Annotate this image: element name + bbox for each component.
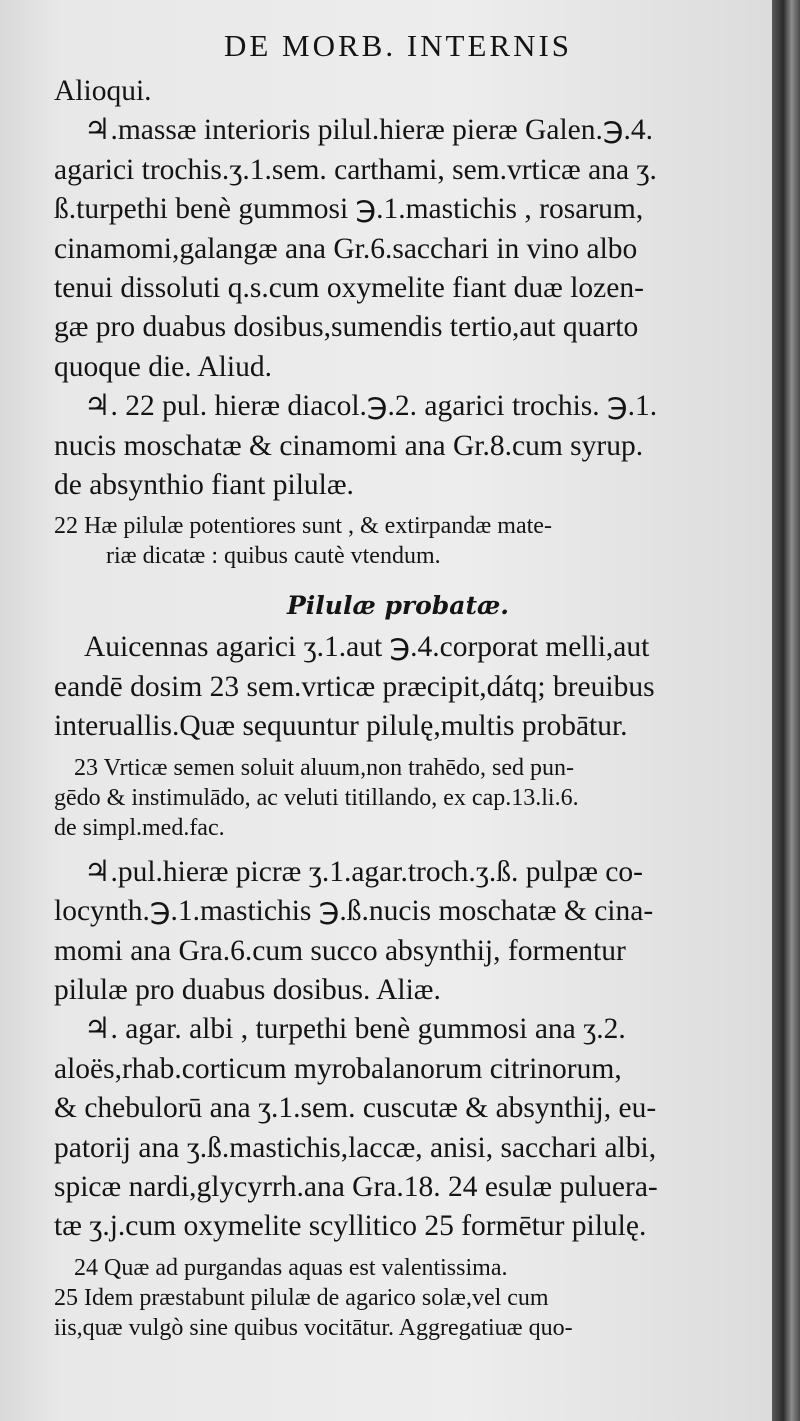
- text-block-1: [54, 72, 742, 505]
- text-line: Auicennas agarici ʒ.1.aut ℈.4.corporat melli,aut: [84, 631, 650, 664]
- footnote-line: iis,quæ vulgò sine quibus vocitātur. Aggregatiuæ quo-: [54, 1314, 573, 1341]
- footnote-line: de simpl.med.fac.: [54, 814, 225, 841]
- text-line: aloës,rhab.corticum myrobalanorum citrinorum,: [54, 1052, 622, 1085]
- footnote-24-25: [54, 1253, 742, 1343]
- footnote-line: 22 Hæ pilulæ potentiores sunt , & extirpandæ mate-: [54, 513, 552, 540]
- text-line: cinamomi,galangæ ana Gr.6.sacchari in vino albo: [54, 232, 638, 265]
- text-block-2: [54, 628, 742, 746]
- section-title: Pilulæ probatæ.: [286, 591, 509, 621]
- footnote-23: [54, 753, 742, 843]
- footnote-line: 24 Quæ ad purgandas aquas est valentissima.: [74, 1254, 508, 1281]
- text-line: ♃. agar. albi , turpethi benè gummosi ana ʒ.2.: [84, 1013, 626, 1046]
- text-line: pilulæ pro duabus dosibus. Aliæ.: [54, 973, 441, 1006]
- footnote-line: 23 Vrticæ semen soluit aluum,non trahēdo, sed pun-: [74, 754, 575, 781]
- text-line: interuallis.Quæ sequuntur pilulę,multis probātur.: [54, 710, 628, 743]
- running-header: DE MORB. INTERNIS: [223, 28, 573, 63]
- page-edge: [772, 0, 800, 1421]
- text-line: & chebulorū ana ʒ.1.sem. cuscutæ & absynthij, eu-: [54, 1092, 657, 1125]
- text-line: ♃.pul.hieræ picræ ʒ.1.agar.troch.ʒ.ß. pulpæ co-: [84, 855, 643, 888]
- footnote-line: riæ dicatæ : quibus cautè vtendum.: [106, 543, 441, 570]
- text-line: tenui dissoluti q.s.cum oxymelite fiant duæ lozen-: [54, 272, 644, 305]
- text-block-3: [54, 853, 742, 1247]
- text-line: eandē dosim 23 sem.vrticæ præcipit,dátq; breuibus: [54, 670, 655, 703]
- text-line: momi ana Gra.6.cum succo absynthij, formentur: [54, 934, 626, 967]
- text-line: spicæ nardi,glycyrrh.ana Gra.18. 24 esulæ puluera-: [54, 1170, 658, 1203]
- text-line: ♃. 22 pul. hieræ diacol.℈.2. agarici trochis. ℈.1.: [84, 390, 658, 423]
- text-line: ♃.massæ interioris pilul.hieræ pieræ Galen.℈.4.: [84, 114, 653, 147]
- footnote-line: gēdo & instimulādo, ac veluti titillando, ex cap.13.li.6.: [54, 784, 579, 811]
- text-line: patorij ana ʒ.ß.mastichis,laccæ, anisi, sacchari albi,: [54, 1131, 657, 1164]
- text-line: nucis moschatæ & cinamomi ana Gr.8.cum syrup.: [54, 429, 644, 462]
- footnote-22: [54, 511, 742, 571]
- text-line: locynth.℈.1.mastichis ℈.ß.nucis moschatæ & cina-: [54, 895, 654, 928]
- text-line: de absynthio fiant pilulæ.: [54, 469, 354, 502]
- text-line: ß.turpethi benè gummosi ℈.1.mastichis , rosarum,: [54, 193, 644, 226]
- footnote-line: 25 Idem præstabunt pilulæ de agarico solæ,vel cum: [54, 1284, 549, 1311]
- text-line: gæ pro duabus dosibus,sumendis tertio,aut quarto: [54, 311, 639, 344]
- text-line: agarici trochis.ʒ.1.sem. carthami, sem.vrticæ ana ʒ.: [54, 153, 657, 186]
- text-line: Alioqui.: [54, 75, 152, 107]
- text-line: quoque die. Aliud.: [54, 350, 272, 383]
- text-line: tæ ʒ.j.cum oxymelite scyllitico 25 formētur pilulę.: [54, 1210, 647, 1243]
